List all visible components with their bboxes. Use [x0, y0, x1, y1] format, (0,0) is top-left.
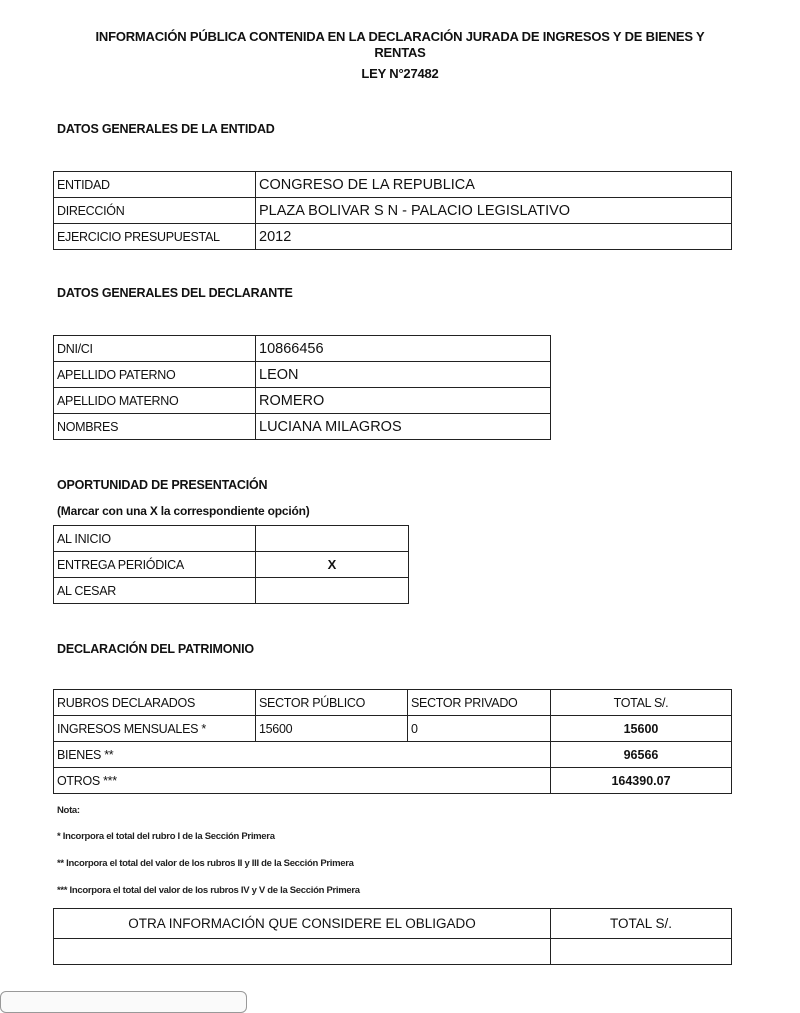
- patrimony-section-heading: DECLARACIÓN DEL PATRIMONIO: [57, 642, 254, 656]
- dni-label: DNI/CI: [54, 336, 256, 362]
- maternal-surname-value: ROMERO: [256, 388, 551, 414]
- entity-section-heading: DATOS GENERALES DE LA ENTIDAD: [57, 122, 275, 136]
- other-info-table: [53, 908, 732, 965]
- page-tab[interactable]: [0, 991, 247, 1013]
- opportunity-table: [53, 525, 409, 604]
- monthly-income-private: 0: [408, 716, 551, 742]
- table-row: [54, 716, 732, 742]
- notes-title: Nota:: [57, 805, 80, 816]
- table-row: [54, 939, 732, 965]
- table-row: [54, 742, 732, 768]
- patrimony-table: [53, 689, 732, 794]
- periodic-label: ENTREGA PERIÓDICA: [54, 552, 256, 578]
- table-row: [54, 578, 409, 604]
- at-end-label: AL CESAR: [54, 578, 256, 604]
- table-row: [54, 768, 732, 794]
- table-row: [54, 198, 732, 224]
- at-start-mark: [256, 526, 409, 552]
- entity-value: CONGRESO DE LA REPUBLICA: [256, 172, 732, 198]
- table-row: [54, 172, 732, 198]
- document-title-line1: INFORMACIÓN PÚBLICA CONTENIDA EN LA DECLARACIÓN JURADA DE INGRESOS Y DE BIENES Y: [95, 29, 705, 44]
- dni-value: 10866456: [256, 336, 551, 362]
- table-row: [54, 552, 409, 578]
- monthly-income-label: INGRESOS MENSUALES *: [54, 716, 256, 742]
- table-row: [54, 414, 551, 440]
- note-3: *** Incorpora el total del valor de los rubros IV y V de la Sección Primera: [57, 885, 360, 896]
- opportunity-section-heading: OPORTUNIDAD DE PRESENTACIÓN: [57, 478, 268, 492]
- fiscal-year-value: 2012: [256, 224, 732, 250]
- monthly-income-total: 15600: [551, 716, 732, 742]
- table-row: [54, 909, 732, 939]
- declarant-table: [53, 335, 551, 440]
- opportunity-instruction: (Marcar con una X la correspondiente opción): [57, 504, 310, 518]
- other-info-total-header: TOTAL S/.: [551, 909, 732, 939]
- table-row: [54, 388, 551, 414]
- paternal-surname-value: LEON: [256, 362, 551, 388]
- header-total: TOTAL S/.: [551, 690, 732, 716]
- at-end-mark: [256, 578, 409, 604]
- other-info-total: [551, 939, 732, 965]
- note-1: * Incorpora el total del rubro I de la Sección Primera: [57, 831, 275, 842]
- table-row: [54, 336, 551, 362]
- goods-total: 96566: [551, 742, 732, 768]
- at-start-label: AL INICIO: [54, 526, 256, 552]
- entity-table: [53, 171, 732, 250]
- declarant-section-heading: DATOS GENERALES DEL DECLARANTE: [57, 286, 293, 300]
- table-row: [54, 690, 732, 716]
- address-label: DIRECCIÓN: [54, 198, 256, 224]
- fiscal-year-label: EJERCICIO PRESUPUESTAL: [54, 224, 256, 250]
- table-row: [54, 526, 409, 552]
- entity-label: ENTIDAD: [54, 172, 256, 198]
- other-info-header: OTRA INFORMACIÓN QUE CONSIDERE EL OBLIGADO: [54, 909, 551, 939]
- document-title-line2: RENTAS: [374, 45, 426, 60]
- law-number: LEY N°27482: [361, 66, 439, 81]
- others-label: OTROS ***: [54, 768, 551, 794]
- paternal-surname-label: APELLIDO PATERNO: [54, 362, 256, 388]
- address-value: PLAZA BOLIVAR S N - PALACIO LEGISLATIVO: [256, 198, 732, 224]
- table-row: [54, 362, 551, 388]
- header-declared-items: RUBROS DECLARADOS: [54, 690, 256, 716]
- periodic-mark: X: [256, 552, 409, 578]
- others-total: 164390.07: [551, 768, 732, 794]
- names-label: NOMBRES: [54, 414, 256, 440]
- monthly-income-public: 15600: [256, 716, 408, 742]
- note-2: ** Incorpora el total del valor de los rubros II y III de la Sección Primera: [57, 858, 354, 869]
- table-row: [54, 224, 732, 250]
- header-public-sector: SECTOR PÚBLICO: [256, 690, 408, 716]
- header-private-sector: SECTOR PRIVADO: [408, 690, 551, 716]
- maternal-surname-label: APELLIDO MATERNO: [54, 388, 256, 414]
- other-info-value: [54, 939, 551, 965]
- goods-label: BIENES **: [54, 742, 551, 768]
- names-value: LUCIANA MILAGROS: [256, 414, 551, 440]
